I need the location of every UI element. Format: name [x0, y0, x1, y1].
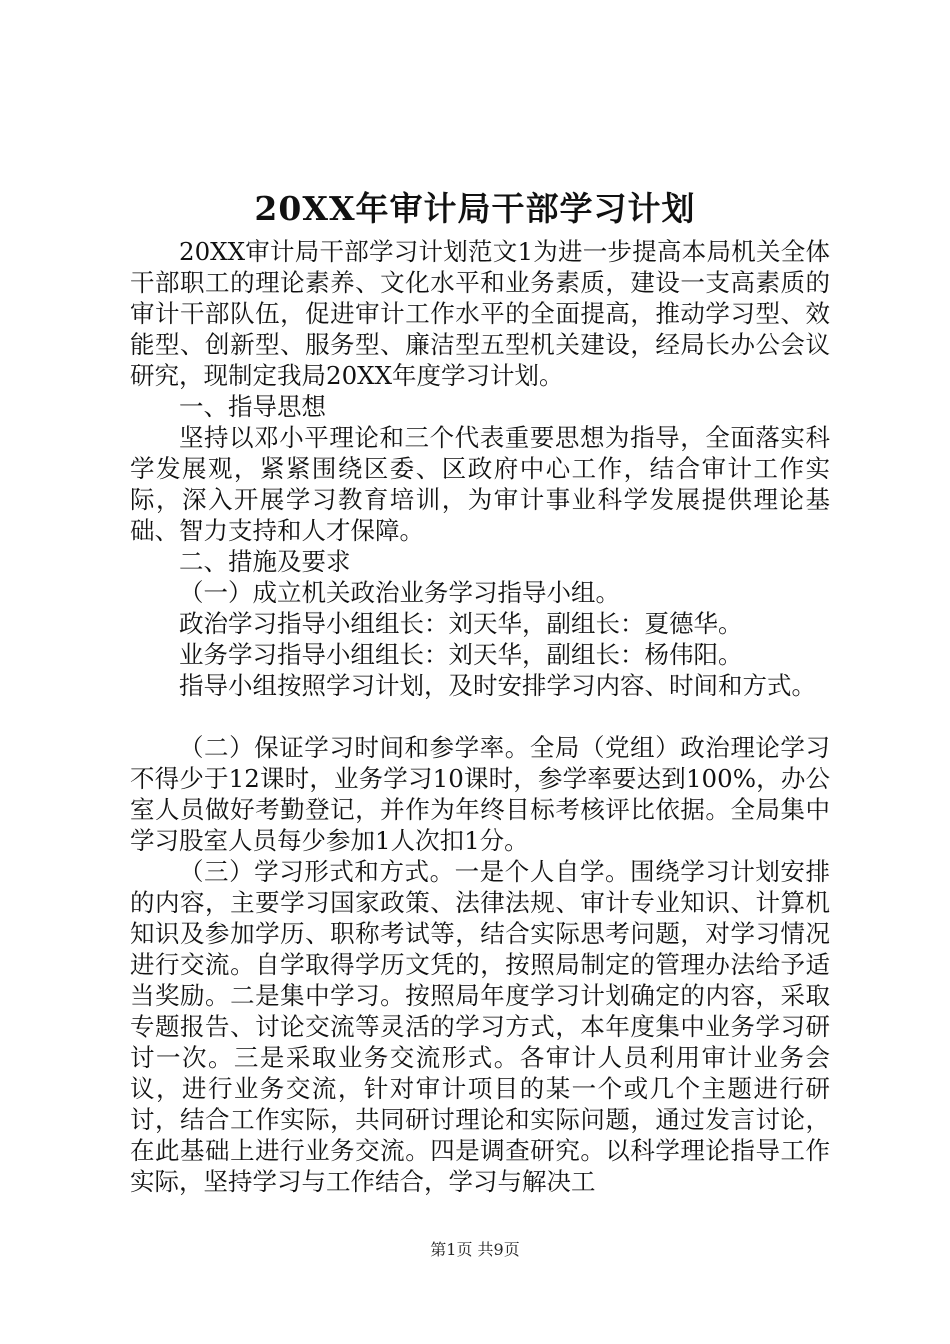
- group-duty-line: 指导小组按照学习计划，及时安排学习内容、时间和方式。: [179, 671, 816, 700]
- intro-paragraph: 20XX审计局干部学习计划范文1为进一步提高本局机关全体干部职工的理论素养、文化水平和业务素质，建设一支高素质的审计干部队伍，促进审计工作水平的全面提高，推动学习型、效能型、创新型、服务型、廉洁型五型机关建设，经局长办公会议研究，现制定我局20XX年度学习计划。: [130, 237, 830, 390]
- guiding-thought-paragraph: 坚持以邓小平理论和三个代表重要思想为指导，全面落实科学发展观，紧紧围绕区委、区政府中心工作，结合审计工作实际，深入开展学习教育培训，为审计事业科学发展提供理论基础、智力支持和人才保障。: [130, 423, 830, 545]
- document-title: 20XX年审计局干部学习计划: [254, 189, 696, 228]
- political-group-line: 政治学习指导小组组长：刘天华，副组长：夏德华。: [179, 609, 743, 638]
- business-group-line: 业务学习指导小组组长：刘天华，副组长：杨伟阳。: [179, 640, 743, 669]
- section-heading-measures: 二、措施及要求: [179, 547, 351, 576]
- measure-two-paragraph: （二）保证学习时间和参学率。全局（党组）政治理论学习不得少于12课时，业务学习10课时，参学率要达到100%，办公室人员做好考勤登记，并作为年终目标考核评比依据。全局集中学习股室人员每少参加1人次扣1分。: [130, 733, 830, 855]
- measure-three-paragraph: （三）学习形式和方式。一是个人自学。围绕学习计划安排的内容，主要学习国家政策、法律法规、审计专业知识、计算机知识及参加学历、职称考试等，结合实际思考问题，对学习情况进行交流。自学取得学历文凭的，按照局制定的管理办法给予适当奖励。二是集中学习。按照局年度学习计划确定的内容，采取专题报告、讨论交流等灵活的学习方式，本年度集中业务学习研讨一次。三是采取业务交流形式。各审计人员利用审计业务会议，进行业务交流，针对审计项目的某一个或几个主题进行研讨，结合工作实际，共同研讨理论和实际问题，通过发言讨论，在此基础上进行业务交流。四是调查研究。以科学理论指导工作实际，坚持学习与工作结合，学习与解决工: [130, 857, 830, 1196]
- document-body: [130, 236, 830, 1197]
- section-heading-guiding-thought: 一、指导思想: [179, 392, 326, 421]
- blank-line: [130, 701, 830, 732]
- measure-one-heading: （一）成立机关政治业务学习指导小组。: [179, 578, 620, 607]
- page-footer: 第1页 共9页: [430, 1240, 520, 1259]
